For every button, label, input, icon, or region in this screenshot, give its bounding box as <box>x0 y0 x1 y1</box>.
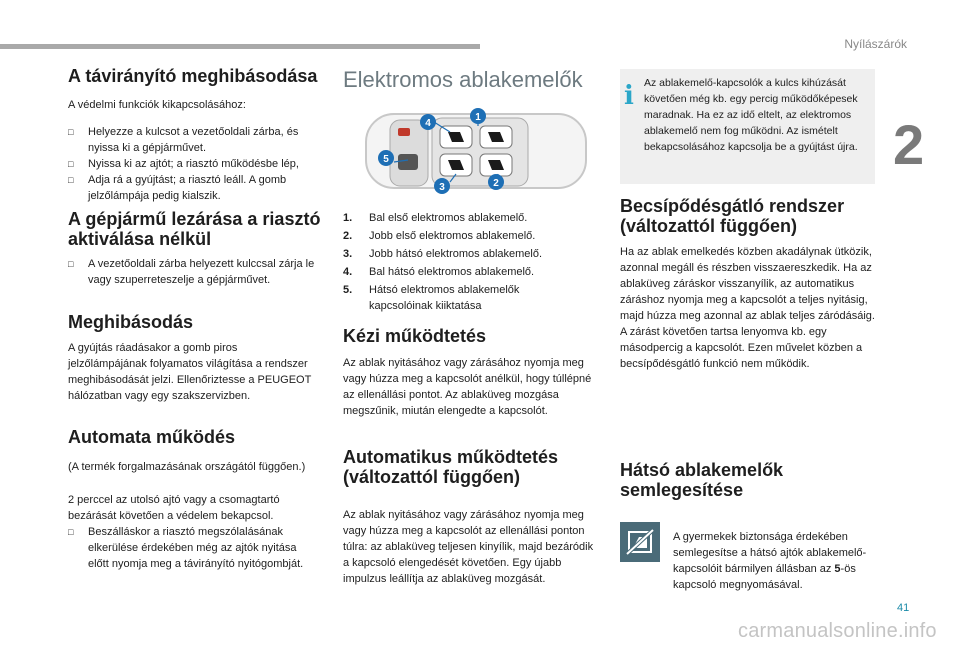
list-number: 1. <box>343 212 353 224</box>
heading-fault: Meghibásodás <box>68 312 194 332</box>
bullet-marker: □ <box>68 127 74 137</box>
list-item <box>68 124 324 156</box>
auto-text: 2 perccel az utolsó ajtó vagy a csomagtartó bezárását követően a védelem bekapcsol. <box>68 494 280 522</box>
list-item <box>343 228 601 244</box>
rear-text-part: A gyermekek biztonsága érdekében semlegesítse a hátsó ajtók ablakemelő-kapcsolóit bármilyen állásban az <box>673 531 867 575</box>
list-text: Jobb első elektromos ablakemelő. <box>369 230 536 242</box>
auto-note: (A termék forgalmazásának országától függően.) <box>68 461 306 473</box>
list-item <box>343 282 601 314</box>
switch-number: 5 <box>834 563 841 575</box>
info-icon: i <box>624 81 634 111</box>
bullet-text: Beszálláskor a riasztó megszólalásának elkerülése érdekében még az ajtók nyitása előtt nyomja meg a távirányító nyitógombját. <box>88 526 304 570</box>
heading-lock-without-alarm: A gépjármű lezárása a riasztó aktiválása nélkül <box>68 209 321 249</box>
automatic-text: Az ablak nyitásához vagy zárásához nyomja meg vagy húzza meg a kapcsolót az ellenállási ponton túlra: az ablaküveg teljesen kinyílik, majd bezáródik a kapcsoló elengedését követően. Egy újabb impulzus leállítja az ablaküveg mozgását. <box>343 509 594 585</box>
bullet-marker: □ <box>68 527 74 537</box>
bullet-text: Nyissa ki az ajtót; a riasztó működésbe lép, <box>88 158 299 170</box>
list-item <box>343 264 601 280</box>
list-number: 4. <box>343 266 353 278</box>
heading-anti-pinch: Becsípődésgátló rendszer (változattól függően) <box>620 196 845 236</box>
list-text: Hátsó elektromos ablakemelők kapcsolóinak kiiktatása <box>369 284 520 312</box>
list-text: Jobb hátsó elektromos ablakemelő. <box>369 248 543 260</box>
diagram-label-2: 2 <box>493 178 499 189</box>
remote-intro: A védelmi funkciók kikapcsolásához: <box>68 99 246 111</box>
heading-automatic-operation: Automatikus működtetés (változattól függően) <box>343 447 559 487</box>
diagram-label-1: 1 <box>475 112 481 123</box>
manual-text: Az ablak nyitásához vagy zárásához nyomja meg vagy húzza meg a kapcsolót anélkül, hogy túllépné az ellenállási pontot. Az ablaküveg mozgása megszűnik, miután elengedte a kapcsolót. <box>343 357 592 417</box>
chapter-number: 2 <box>893 113 925 176</box>
section-title-power-windows: Elektromos ablakemelők <box>343 67 583 92</box>
bullet-marker: □ <box>68 259 74 269</box>
list-item <box>68 156 324 172</box>
heading-remote-failure: A távirányító meghibásodása <box>68 66 318 86</box>
bullet-text: Adja rá a gyújtást; a riasztó leáll. A gomb jelzőlámpája pedig kialszik. <box>88 174 287 202</box>
list-item <box>343 210 601 226</box>
child-lock-icon <box>620 522 660 562</box>
list-text: Bal első elektromos ablakemelő. <box>369 212 528 224</box>
page-number: 41 <box>897 602 910 614</box>
anti-pinch-text: Ha az ablak emelkedés közben akadálynak ütközik, azonnal megáll és részben visszaereszkedik. Ha az ablaküveg záráskor visszanyílik, az automatikus záráshoz nyomja meg a kapcsolót a teljes nyitásig, majd húzza meg azonnal az ablak teljes záródásáig. A zárást követően tartsa lenyomva kb. egy másodpercig a kapcsolót. Ezen művelet közben a becsípődésgátló funkció nem működik. <box>620 246 875 370</box>
bullet-text: A vezetőoldali zárba helyezett kulccsal zárja le vagy szuperreteszelje a gépjárművet. <box>88 258 315 286</box>
diagram-label-5: 5 <box>383 154 389 165</box>
list-item <box>343 246 601 262</box>
heading-auto-operation: Automata működés <box>68 427 236 447</box>
list-number: 2. <box>343 230 353 242</box>
section-title: Nyílászárók <box>844 37 907 51</box>
bullet-marker: □ <box>68 159 74 169</box>
list-number: 3. <box>343 248 353 260</box>
bullet-marker: □ <box>68 175 74 185</box>
window-switch-diagram <box>360 104 600 196</box>
window-lock-icon <box>620 522 660 562</box>
rear-text <box>673 529 873 593</box>
info-text: Az ablakemelő-kapcsolók a kulcs kihúzását követően még kb. egy percig működőképesek maradnak. Ha ez az idő eltelt, az elektromos ablakemelő nem fog működni. Az ismételt bekapcsolásához kapcsolja be a gyújtást újra. <box>644 77 858 153</box>
header-rule <box>0 44 480 49</box>
list-item <box>68 524 324 588</box>
diagram-label-4: 4 <box>425 118 431 129</box>
watermark: carmanualsonline.info <box>738 620 937 642</box>
list-item <box>68 256 324 304</box>
diagram-label-3: 3 <box>439 182 445 193</box>
rear-text-part: -ös kapcsoló megnyomásával. <box>673 563 856 591</box>
bullet-text: Helyezze a kulcsot a vezetőoldali zárba, és nyissa ki a gépjárművet. <box>88 126 299 154</box>
heading-rear-windows-disable: Hátsó ablakemelők semlegesítése <box>620 460 784 500</box>
fault-text: A gyújtás ráadásakor a gomb piros jelzőlámpájának folyamatos világítása a rendszer meghibásodását jelzi. Ellenőriztesse a PEUGEOT hálózatban vagy egy szakszervizben. <box>68 342 312 402</box>
info-box <box>620 69 875 184</box>
list-number: 5. <box>343 284 353 296</box>
heading-manual-operation: Kézi működtetés <box>343 326 487 346</box>
list-text: Bal hátsó elektromos ablakemelő. <box>369 266 535 278</box>
list-item <box>68 172 324 204</box>
